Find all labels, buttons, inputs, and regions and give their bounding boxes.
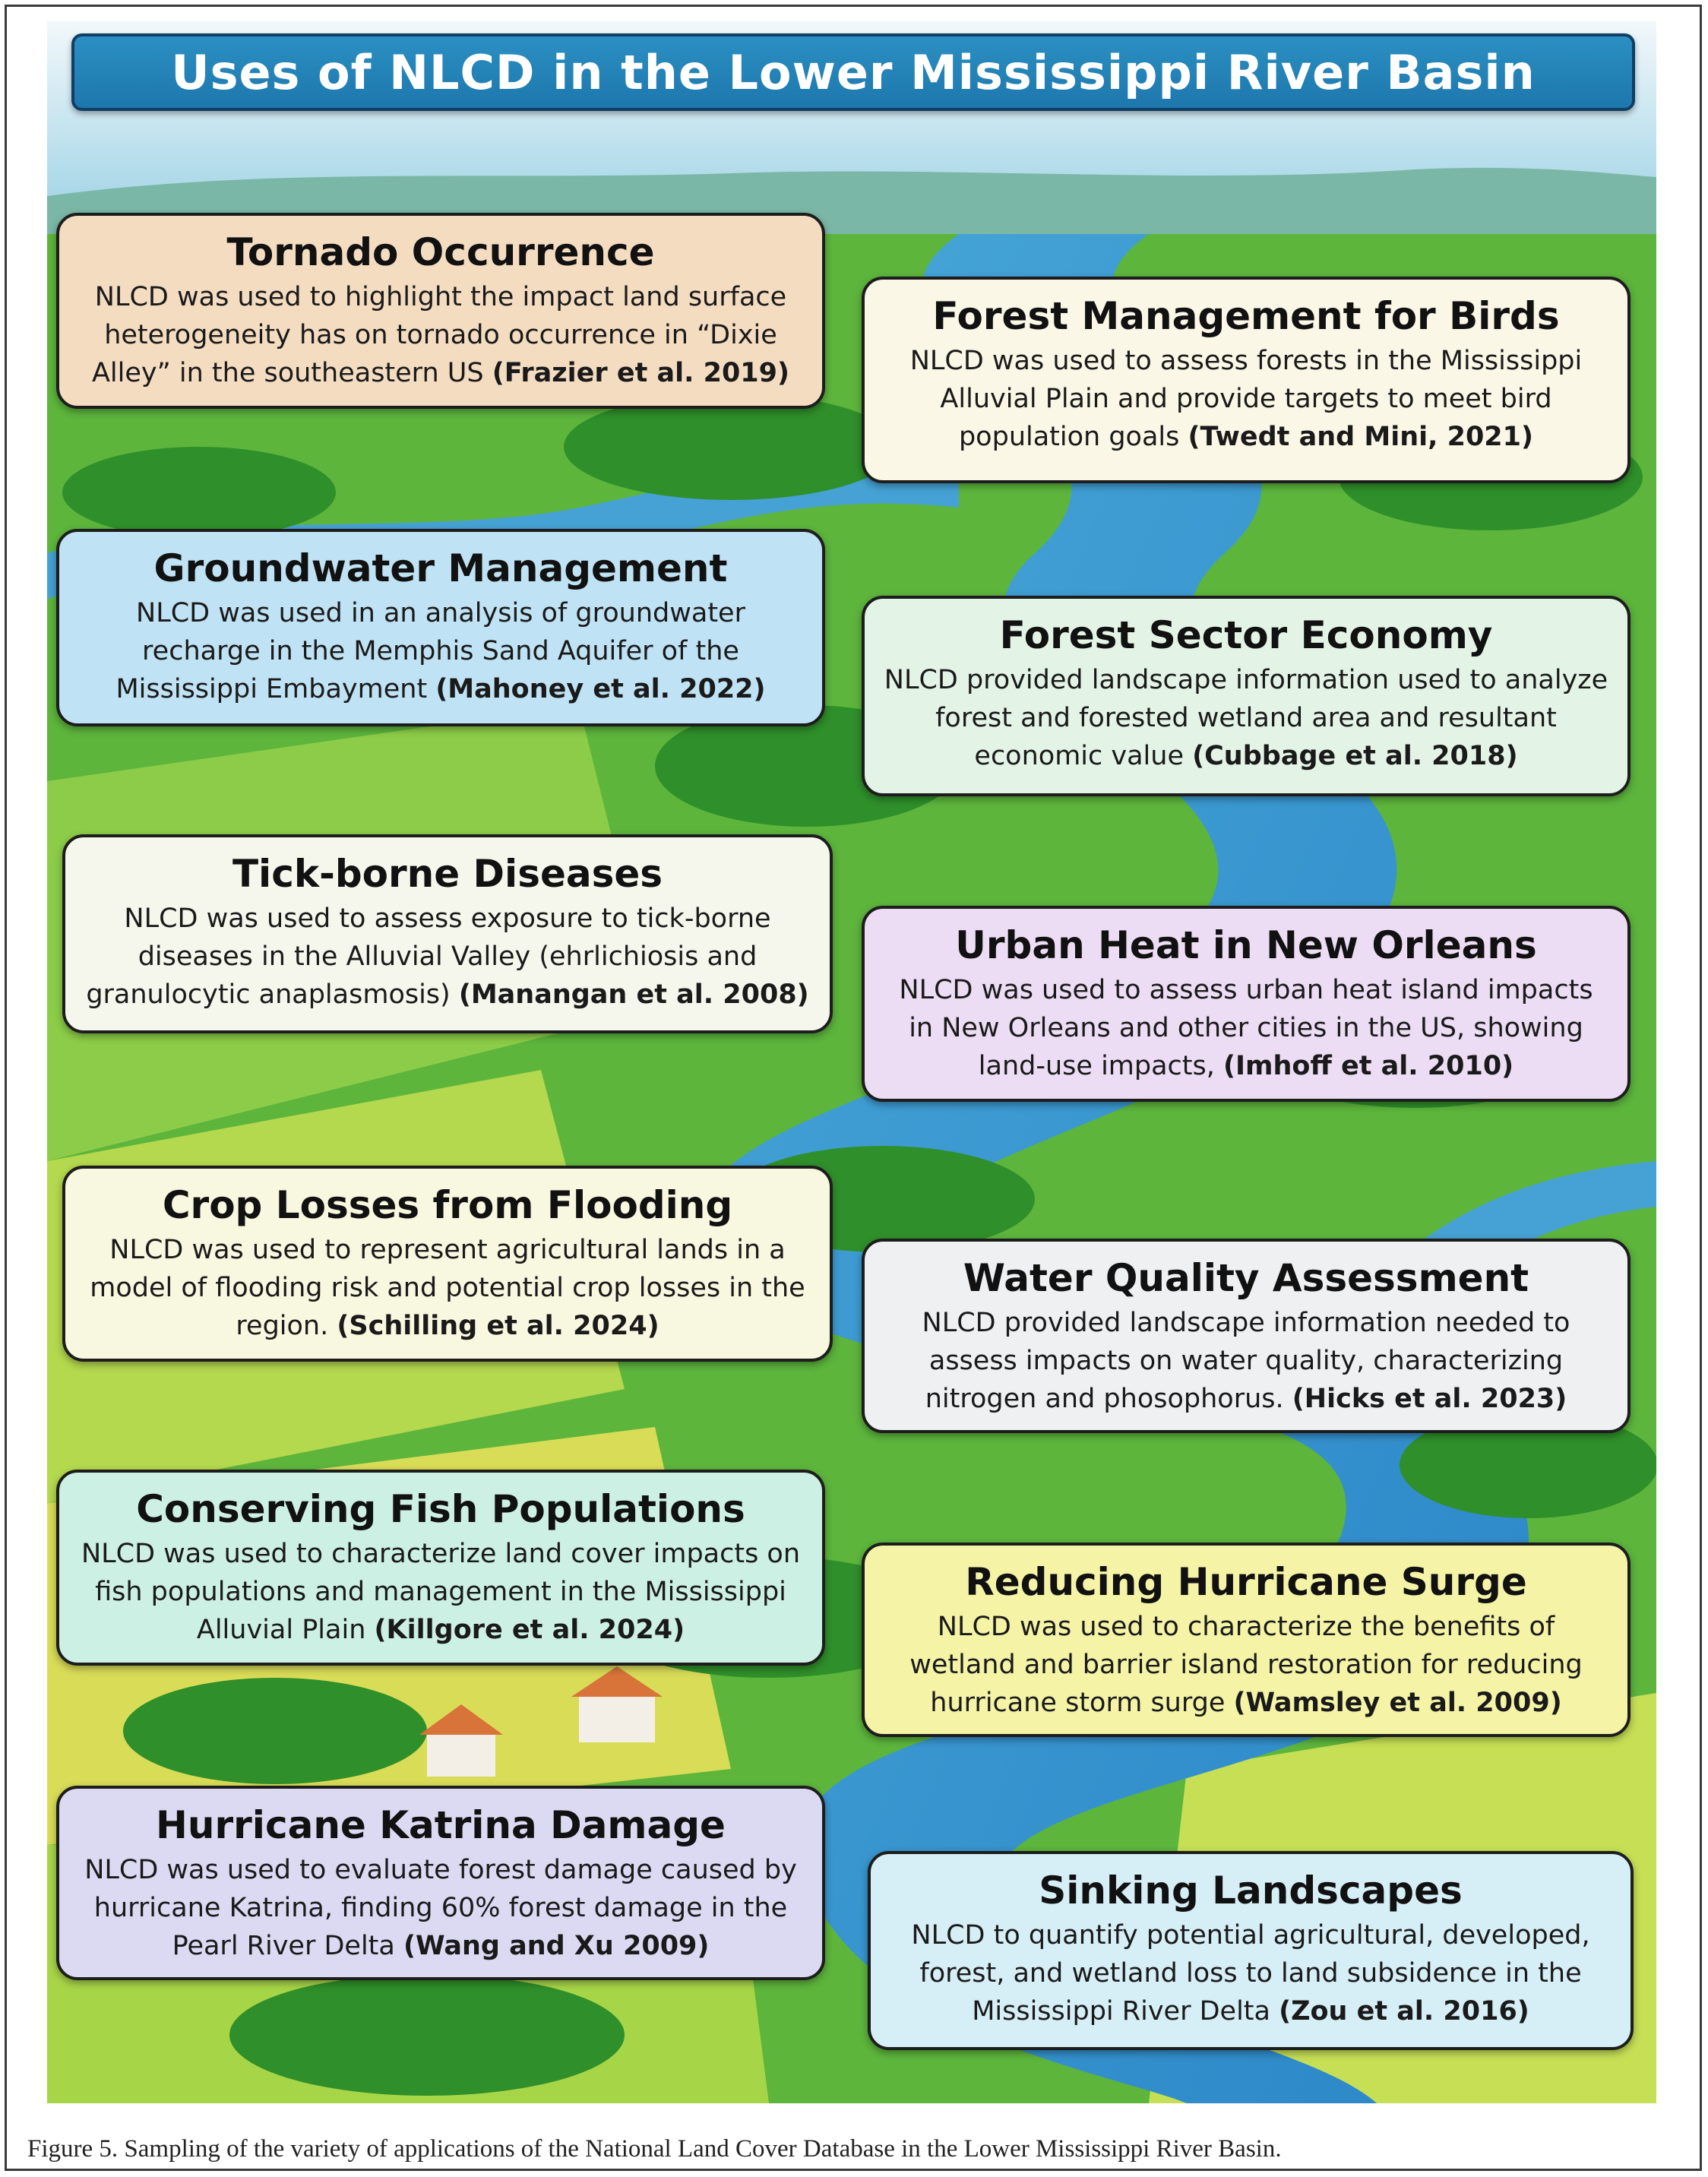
card-title: Water Quality Assessment <box>963 1256 1529 1300</box>
card-title: Sinking Landscapes <box>1039 1868 1463 1913</box>
card-citation: (Wamsley et al. 2009) <box>1233 1688 1562 1718</box>
card-title: Reducing Hurricane Surge <box>965 1560 1527 1604</box>
card-tick-borne-diseases <box>62 834 833 1033</box>
card-text: NLCD to quantify potential agricultural, developed, forest, and wetland loss to land subsidence in the Mississippi River Delta <box>911 1920 1590 2027</box>
card-tornado-occurrence <box>56 213 825 409</box>
card-body <box>77 278 804 392</box>
card-body <box>889 1916 1612 2030</box>
poster-title: Uses of NLCD in the Lower Mississippi River Basin <box>171 44 1536 100</box>
card-text: NLCD was used to assess forests in the Mississippi Alluvial Plain and provide targets to meet bird population goals <box>909 346 1583 452</box>
card-citation: (Imhoff et al. 2010) <box>1223 1051 1514 1081</box>
poster-title-bar <box>71 33 1635 111</box>
card-forest-sector-economy <box>862 596 1631 796</box>
card-body <box>883 1304 1609 1418</box>
card-citation: (Cubbage et al. 2018) <box>1192 741 1518 771</box>
card-conserving-fish-populations <box>56 1470 825 1666</box>
card-water-quality-assessment <box>862 1239 1631 1433</box>
card-forest-management-birds <box>862 277 1631 483</box>
card-body <box>883 1608 1609 1722</box>
card-title: Forest Sector Economy <box>999 613 1493 657</box>
card-groundwater-management <box>56 529 825 726</box>
card-hurricane-katrina-damage <box>56 1786 825 1980</box>
card-text: NLCD provided landscape information used to analyze forest and forested wetland area and resultant economic value <box>884 665 1608 771</box>
card-citation: (Frazier et al. 2019) <box>492 358 790 388</box>
card-title: Hurricane Katrina Damage <box>156 1803 726 1847</box>
card-body <box>77 594 804 708</box>
card-text: NLCD was used in an analysis of groundwater recharge in the Memphis Sand Aquifer of the Mississippi Embayment <box>115 598 745 704</box>
card-title: Tornado Occurrence <box>226 230 655 274</box>
card-citation: (Wang and Xu 2009) <box>403 1931 710 1961</box>
card-citation: (Schilling et al. 2024) <box>337 1311 659 1341</box>
card-title: Urban Heat in New Orleans <box>955 923 1537 967</box>
card-sinking-landscapes <box>868 1851 1634 2050</box>
card-text: NLCD was used to characterize land cover impacts on fish populations and management in the Mississippi Alluvial Plain <box>81 1539 801 1645</box>
card-title: Crop Losses from Flooding <box>162 1183 733 1227</box>
poster <box>47 21 1656 2103</box>
card-title: Tick-borne Diseases <box>232 852 663 896</box>
card-citation: (Manangan et al. 2008) <box>458 979 809 1010</box>
card-text: NLCD was used to assess urban heat island impacts in New Orleans and other cities in the US, showing land-use impacts, <box>899 975 1593 1081</box>
card-title: Conserving Fish Populations <box>136 1487 745 1531</box>
card-body <box>883 342 1609 456</box>
card-citation: (Hicks et al. 2023) <box>1292 1384 1567 1414</box>
card-body <box>883 661 1609 775</box>
card-reducing-hurricane-surge <box>862 1543 1631 1737</box>
card-citation: (Twedt and Mini, 2021) <box>1188 422 1534 452</box>
card-text: NLCD was used to characterize the benefits of wetland and barrier island restoration for reducing hurricane storm surge <box>909 1612 1583 1718</box>
card-citation: (Mahoney et al. 2022) <box>435 674 766 704</box>
card-body <box>77 1535 804 1649</box>
card-title: Groundwater Management <box>153 546 728 590</box>
card-urban-heat-new-orleans <box>862 906 1631 1102</box>
card-text: NLCD was used to assess exposure to tick-borne diseases in the Alluvial Valley (ehrlichiosis and granulocytic anaplasmosis) <box>86 903 771 1010</box>
card-text: NLCD provided landscape information needed to assess impacts on water quality, characterizing nitrogen and phosophorus. <box>922 1308 1570 1414</box>
card-text: NLCD was used to represent agricultural lands in a model of flooding risk and potential crop losses in the region. <box>90 1235 805 1341</box>
card-body <box>77 1851 804 1965</box>
card-body <box>84 900 811 1014</box>
card-body <box>883 971 1609 1085</box>
card-citation: (Zou et al. 2016) <box>1279 1996 1529 2027</box>
card-title: Forest Management for Birds <box>932 294 1560 338</box>
figure-caption: Figure 5. Sampling of the variety of applications of the National Land Cover Database in the Lower Mississippi River Basin. <box>27 2135 1282 2163</box>
card-text: NLCD was used to highlight the impact land surface heterogeneity has on tornado occurrence in “Dixie Alley” in the southeastern US <box>91 282 787 388</box>
card-crop-losses-flooding <box>62 1166 833 1362</box>
card-citation: (Killgore et al. 2024) <box>374 1615 685 1645</box>
card-body <box>84 1231 811 1345</box>
card-text: NLCD was used to evaluate forest damage caused by hurricane Katrina, finding 60% forest damage in the Pearl River Delta <box>84 1855 797 1961</box>
